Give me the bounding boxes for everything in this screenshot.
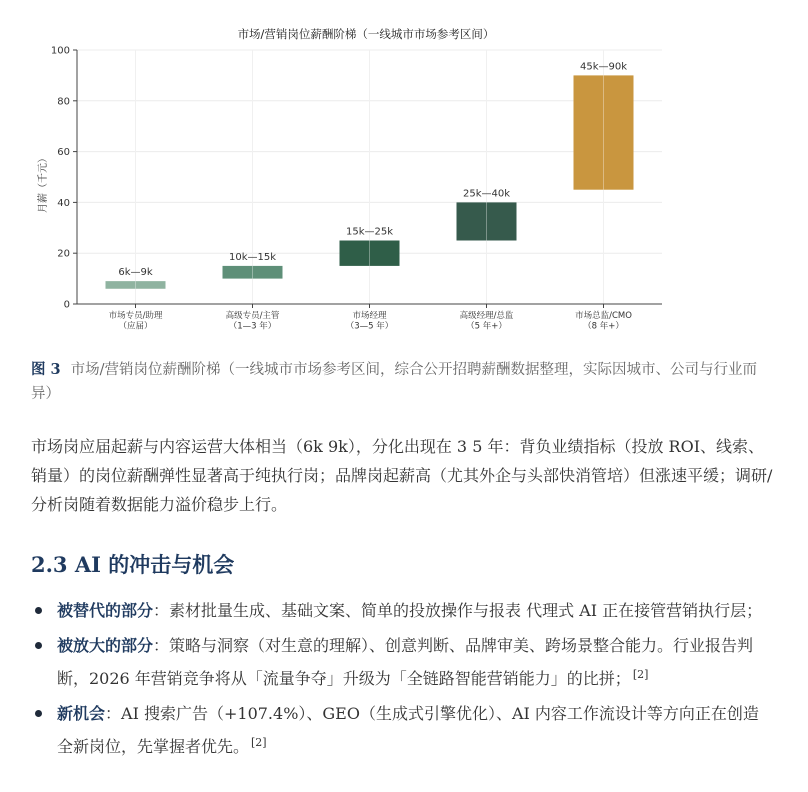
bullet-text: ：素材批量生成、基础文案、简单的投放操作与报表 代理式 AI 正在接管营销执行层； [153,601,763,620]
body-paragraph: 市场岗应届起薪与内容运营大体相当（6k 9k），分化出现在 3 5 年：背负业绩指标（投放 ROI、线索、销量）的岗位薪酬弹性显著高于纯执行岗；品牌岗起薪高（尤其外企与头部快消管培）但涨速平缓；调研/分析岗随着数据能力溢价稳步上行。 [31,437,773,514]
x-tick-label: 高级经理/总监 [459,311,514,321]
y-tick-label: 60 [57,147,70,159]
x-tick-label: 市场经理 [352,311,387,321]
x-tick-label: 市场总监/CMO [575,311,632,321]
bullet-dot [35,642,42,649]
bullet-dot [35,607,42,614]
bullet-label: 被放大的部分 [57,636,154,655]
x-tick-label: （8 年+） [583,321,624,332]
figure-caption [31,358,771,406]
x-tick-label: 市场专员/助理 [108,311,163,321]
bar-value-label: 45k—90k [579,61,628,73]
bullet-label: 被替代的部分 [57,601,154,620]
list-item [31,631,773,693]
y-tick-label: 0 [63,299,70,311]
citation-ref[interactable]: [2] [632,668,649,681]
list-item [31,596,773,625]
bullet-dot [35,710,42,717]
figure-number: 图 3 [31,361,61,378]
y-tick-label: 80 [57,96,70,108]
y-tick-label: 100 [50,45,70,57]
bullet-text: ：策略与洞察（对生意的理解）、创意判断、品牌审美、跨场景整合能力。行业报告判断，2026 年营销竞争将从「流量争夺」升级为「全链路智能营销能力」的比拼； [57,636,754,688]
x-tick-label: （3—5 年） [345,321,394,332]
bullet-list [31,596,773,767]
chart-title: 市场/营销岗位薪酬阶梯（一线城市市场参考区间） [237,27,495,41]
bullet-label: 新机会 [57,704,106,723]
figure-caption-text: 市场/营销岗位薪酬阶梯（一线城市市场参考区间，综合公开招聘薪酬数据整理，实际因城市、公司与行业而异） [31,362,758,402]
y-tick-label: 40 [57,197,70,209]
section-heading: 2.3 AI 的冲击与机会 [31,552,235,577]
bar-value-label: 15k—25k [345,226,394,238]
x-tick-label: （5 年+） [466,321,507,332]
bar-value-label: 6k—9k [118,267,153,279]
list-item [31,699,773,761]
y-axis-label: 月薪（千元） [38,153,49,213]
citation-ref[interactable]: [2] [251,736,267,749]
salary-range-chart [0,0,808,350]
x-tick-label: （应届） [118,321,153,332]
bullet-text: ：AI 搜索广告（+107.4%）、GEO（生成式引擎优化）、AI 内容工作流设计等方向正在创造全新岗位，先掌握者优先。 [57,704,759,756]
bar-value-label: 10k—15k [228,251,277,263]
y-tick-label: 20 [57,248,70,260]
x-tick-label: 高级专员/主管 [225,311,280,321]
x-tick-label: （1—3 年） [228,321,277,332]
bar-value-label: 25k—40k [462,188,511,200]
